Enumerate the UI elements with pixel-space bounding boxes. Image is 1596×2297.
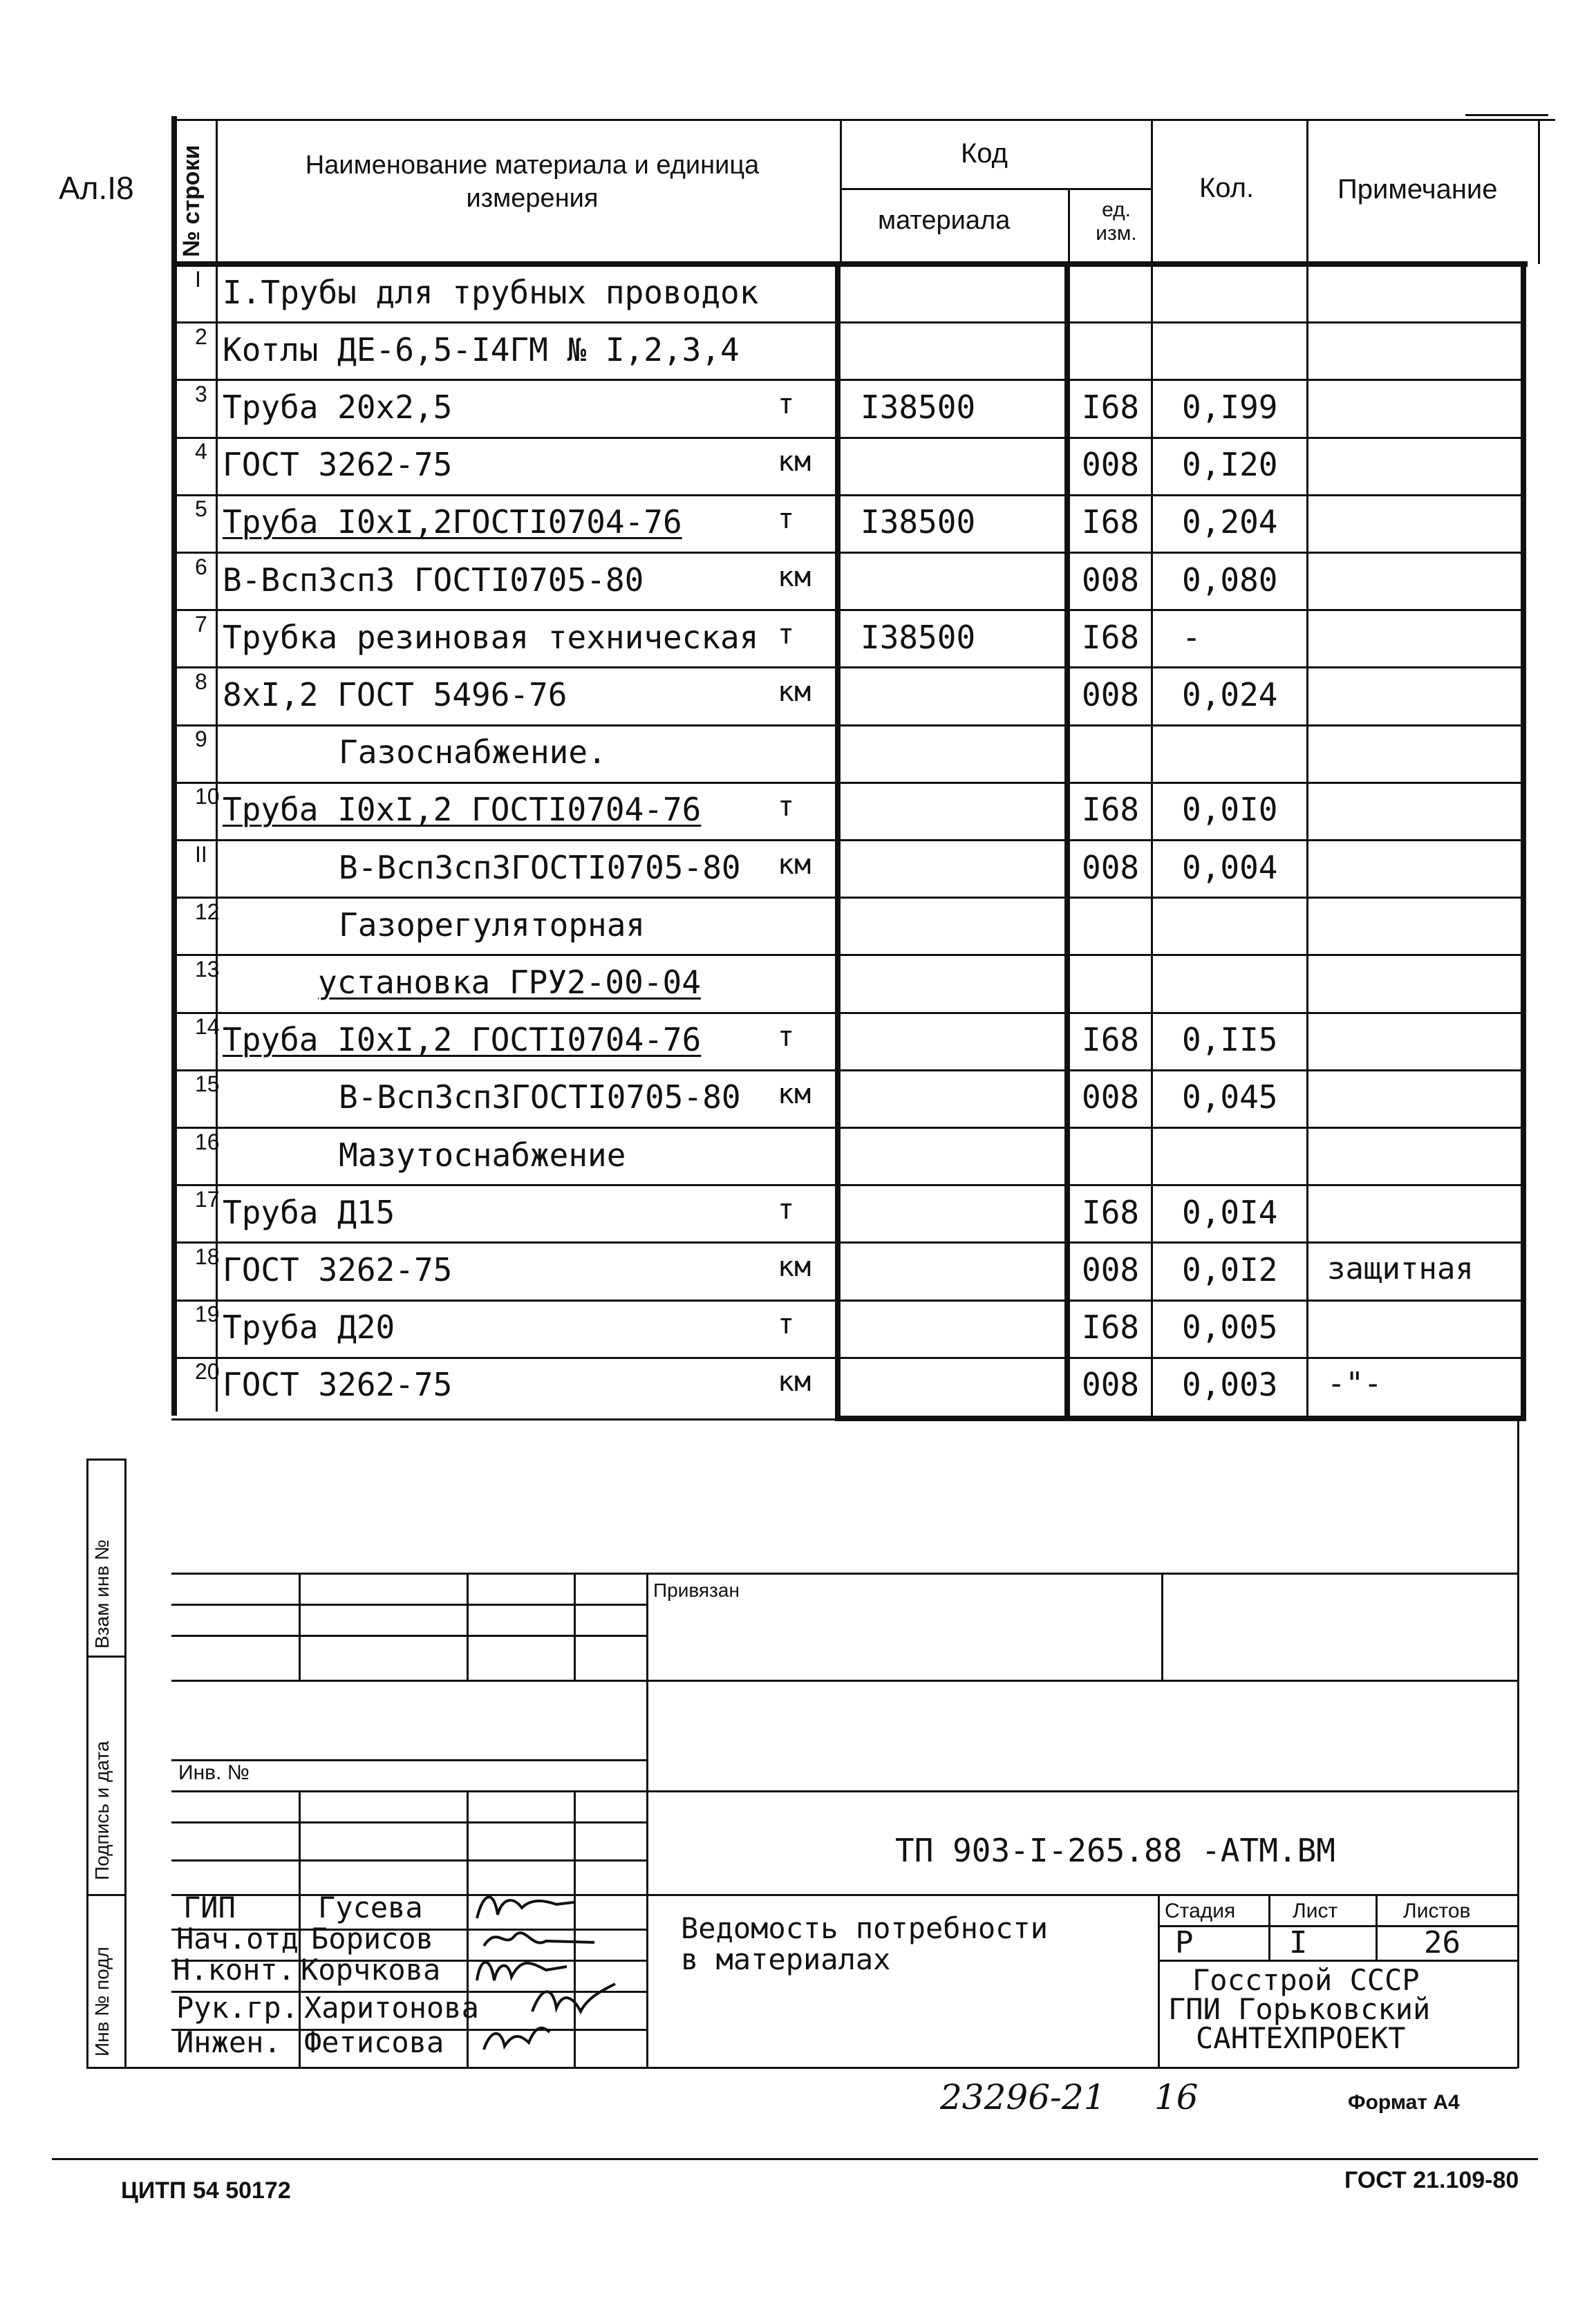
row-number: 3 (195, 381, 207, 406)
unit: км (778, 446, 811, 478)
unit-code: I68 (1082, 1309, 1140, 1347)
material-name: В-Всп3сп3ГОСТI0705-80 (339, 1078, 741, 1116)
row-number: 2 (195, 324, 207, 349)
material-name: Котлы ДЕ-6,5-I4ГМ № I,2,3,4 (223, 330, 740, 368)
material-name: установка ГРУ2-00-04 (318, 963, 701, 1001)
signer-name: Корчкова (301, 1953, 441, 1987)
unit-code: 008 (1082, 1366, 1140, 1404)
note: защитная (1327, 1250, 1474, 1286)
signer-role: Н.конт. (173, 1953, 296, 1987)
row-number: 4 (195, 439, 207, 465)
quantity: 0,045 (1182, 1078, 1278, 1116)
stamp-sheets: 26 (1424, 1925, 1461, 1960)
footer-left: ЦИТП 54 50172 (121, 2177, 291, 2204)
material-name: I.Трубы для трубных проводок (223, 273, 759, 311)
stamp-sheet: I (1289, 1925, 1308, 1960)
signer-role: Рук.гр. (176, 1991, 299, 2025)
header-qty: Кол. (1199, 173, 1255, 203)
unit-code: I68 (1082, 618, 1140, 656)
material-name: В-Всп3сп3 ГОСТI0705-80 (223, 561, 644, 599)
row-number: 9 (195, 726, 207, 752)
signer-name: Гусева (318, 1891, 423, 1924)
quantity: 0,I20 (1182, 446, 1278, 484)
material-name: Труба I0хI,2 ГОСТI0704-76 (223, 791, 702, 829)
unit: км (778, 675, 811, 708)
unit: км (778, 1250, 811, 1283)
material-name: Труба 20х2,5 (223, 388, 453, 426)
material-name: ГОСТ 3262-75 (223, 446, 453, 484)
material-name: ГОСТ 3262-75 (223, 1366, 453, 1404)
material-name: Труба I0хI,2 ГОСТI0704-76 (223, 1021, 702, 1059)
row-number: 12 (195, 899, 220, 924)
quantity: 0,004 (1182, 848, 1278, 886)
row-number: 18 (195, 1244, 220, 1269)
material-name: Газоснабжение. (339, 733, 607, 771)
unit: км (778, 1366, 811, 1398)
signer-name: Харитонова (304, 1991, 479, 2025)
handwritten-page: 16 (1154, 2077, 1199, 2117)
row-number: 6 (195, 554, 207, 579)
stamp-stage: Р (1175, 1925, 1194, 1960)
stamp-sheet-header: Лист (1293, 1900, 1338, 1922)
stamp-title-line2: в материалах (681, 1942, 891, 1976)
unit: т (778, 1309, 795, 1341)
material-name: ГОСТ 3262-75 (223, 1250, 453, 1288)
quantity: 0,I99 (1182, 388, 1278, 426)
unit-code: 008 (1082, 1078, 1140, 1116)
quantity: - (1182, 618, 1201, 656)
side-label-podpis: Подпись и дата (91, 1741, 113, 1880)
material-name: В-Всп3сп3ГОСТI0705-80 (339, 848, 741, 886)
quantity: 0,080 (1182, 561, 1278, 599)
material-name: Мазутоснабжение (339, 1136, 626, 1174)
unit: км (778, 561, 811, 593)
signer-name: Борисов (311, 1922, 434, 1956)
material-name: Труба I0хI,2ГОСТI0704-76 (223, 503, 682, 541)
unit-code: 008 (1082, 675, 1140, 713)
header-bottom-line (173, 261, 1528, 267)
signer-role: Нач.отд (176, 1922, 299, 1956)
row-number: 16 (195, 1129, 220, 1154)
stamp-privyazan: Привязан (653, 1579, 740, 1601)
row-number: 17 (195, 1186, 220, 1212)
unit-code: I68 (1082, 503, 1140, 541)
unit-code: 008 (1082, 1250, 1140, 1288)
material-name: Газорегуляторная (339, 906, 646, 944)
unit-code: I68 (1082, 791, 1140, 829)
handwritten-number: 23296-21 (940, 2077, 1106, 2117)
quantity: 0,005 (1182, 1309, 1278, 1347)
unit: т (778, 1021, 795, 1053)
stamp-sheets-header: Листов (1403, 1900, 1471, 1922)
quantity: 0,0I0 (1182, 791, 1278, 829)
unit-code: 008 (1082, 446, 1140, 484)
signature-5 (477, 2018, 560, 2060)
header-note: Примечание (1337, 174, 1498, 205)
quantity: 0,0I4 (1182, 1193, 1278, 1231)
row-number: 13 (195, 956, 220, 982)
unit-code: 008 (1082, 848, 1140, 886)
footer-right: ГОСТ 21.109-80 (1344, 2167, 1519, 2193)
unit-code: I68 (1082, 388, 1140, 426)
row-number: 7 (195, 611, 207, 637)
quantity: 0,0I2 (1182, 1250, 1278, 1288)
unit: т (778, 618, 795, 650)
header-code-material: материала (878, 206, 1011, 235)
unit: т (778, 388, 795, 420)
material-code: I38500 (861, 503, 976, 541)
note: -"- (1327, 1366, 1382, 1402)
unit: т (778, 1193, 795, 1226)
row-number: 14 (195, 1014, 220, 1040)
quantity: 0,024 (1182, 675, 1278, 713)
side-label-inv-podl: Инв № подл (91, 1947, 113, 2056)
row-number: I (195, 266, 201, 292)
row-number: 8 (195, 668, 207, 694)
material-name: Трубка резиновая техническая (223, 618, 759, 656)
quantity: 0,003 (1182, 1366, 1278, 1404)
unit-code: I68 (1082, 1021, 1140, 1059)
material-code: I38500 (861, 388, 976, 426)
stamp-stage-header: Стадия (1165, 1900, 1236, 1922)
side-label-vzam: Взам инв № (91, 1539, 113, 1649)
row-number: 10 (195, 784, 220, 809)
signer-name: Фетисова (304, 2025, 444, 2059)
stamp-org1: Госстрой СССР (1192, 1963, 1420, 1997)
quantity: 0,204 (1182, 503, 1278, 541)
table-top-line (173, 119, 1555, 121)
unit: км (778, 1078, 811, 1111)
stamp-inv-no: Инв. № (178, 1761, 250, 1784)
material-name: Труба Д20 (223, 1309, 395, 1347)
material-name: Труба Д15 (223, 1193, 395, 1231)
sheet-label: Ал.I8 (59, 170, 134, 206)
format-label: Формат А4 (1348, 2091, 1460, 2114)
row-number: 20 (195, 1359, 220, 1385)
stamp-doc-code: ТП 903-I-265.88 -АТМ.ВМ (895, 1832, 1335, 1869)
header-name: Наименование материала и единица измерения (305, 151, 760, 213)
header-code: Код (961, 138, 1008, 169)
material-name: 8хI,2 ГОСТ 5496-76 (223, 675, 567, 713)
material-code: I38500 (861, 618, 976, 656)
header-code-unit: ед. изм. (1096, 198, 1137, 245)
signer-role: Инжен. (176, 2025, 281, 2059)
unit: т (778, 503, 795, 536)
signer-role: ГИП (183, 1891, 236, 1924)
quantity: 0,II5 (1182, 1021, 1278, 1059)
unit: т (778, 791, 795, 823)
header-row-no: № строки (178, 144, 205, 257)
stamp-org3: САНТЕХПРОЕКТ (1196, 2021, 1406, 2055)
row-number: II (195, 841, 207, 867)
row-number: 19 (195, 1302, 220, 1327)
stamp-title-line1: Ведомость потребности (681, 1911, 1049, 1945)
row-number: 5 (195, 496, 207, 522)
unit-code: 008 (1082, 561, 1140, 599)
stamp-org2: ГПИ Горьковский (1168, 1992, 1431, 2026)
unit-code: I68 (1082, 1193, 1140, 1231)
unit: км (778, 848, 811, 881)
row-number: 15 (195, 1071, 220, 1097)
